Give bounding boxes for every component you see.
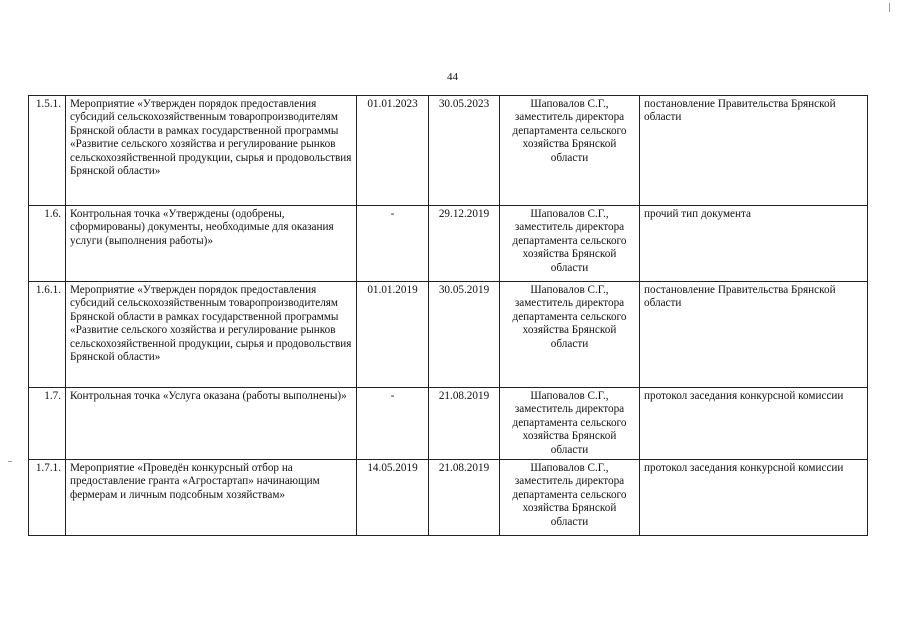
row-end-date: 29.12.2019 [429,206,500,282]
row-end-date: 30.05.2023 [429,96,500,206]
row-number: 1.7. [29,388,66,460]
row-responsible: Шаповалов С.Г., заместитель директора департамента сельского хозяйства Брянской области [500,388,640,460]
row-description: Мероприятие «Проведён конкурсный отбор на предоставление гранта «Агростартап» начинающим фермерам и личным подсобным хозяйствам» [66,460,357,536]
row-end-date: 21.08.2019 [429,460,500,536]
row-document-type: протокол заседания конкурсной комиссии [640,388,868,460]
row-start-date: 01.01.2019 [357,282,429,388]
row-responsible: Шаповалов С.Г., заместитель директора департамента сельского хозяйства Брянской области [500,282,640,388]
table-row [29,282,868,388]
row-number: 1.5.1. [29,96,66,206]
row-start-date: 01.01.2023 [357,96,429,206]
row-document-type: постановление Правительства Брянской области [640,96,868,206]
row-responsible: Шаповалов С.Г., заместитель директора департамента сельского хозяйства Брянской области [500,96,640,206]
scan-edge-mark [8,461,12,462]
table-row [29,388,868,460]
row-start-date: - [357,388,429,460]
row-responsible: Шаповалов С.Г., заместитель директора департамента сельского хозяйства Брянской области [500,206,640,282]
table-row [29,206,868,282]
table-row [29,460,868,536]
row-start-date: 14.05.2019 [357,460,429,536]
row-description: Мероприятие «Утвержден порядок предоставления субсидий сельскохозяйственным товаропроизводителям Брянской области в рамках государственной программы «Развитие сельского хозяйства и регулирование рынков сельскохозяйственной продукции, сырья и продовольствия Брянской области» [66,282,357,388]
row-description: Мероприятие «Утвержден порядок предоставления субсидий сельскохозяйственным товаропроизводителям Брянской области в рамках государственной программы «Развитие сельского хозяйства и регулирование рынков сельскохозяйственной продукции, сырья и продовольствия Брянской области» [66,96,357,206]
row-number: 1.6.1. [29,282,66,388]
row-document-type: прочий тип документа [640,206,868,282]
row-end-date: 21.08.2019 [429,388,500,460]
row-start-date: - [357,206,429,282]
row-end-date: 30.05.2019 [429,282,500,388]
row-number: 1.6. [29,206,66,282]
row-document-type: протокол заседания конкурсной комиссии [640,460,868,536]
page-number: 44 [447,71,458,83]
row-responsible: Шаповалов С.Г., заместитель директора департамента сельского хозяйства Брянской области [500,460,640,536]
row-description: Контрольная точка «Услуга оказана (работы выполнены)» [66,388,357,460]
row-document-type: постановление Правительства Брянской области [640,282,868,388]
row-description: Контрольная точка «Утверждены (одобрены, сформированы) документы, необходимые для оказания услуги (выполнения работы)» [66,206,357,282]
row-number: 1.7.1. [29,460,66,536]
table-row [29,96,868,206]
plan-table [28,95,868,536]
scan-edge-mark [889,3,890,12]
